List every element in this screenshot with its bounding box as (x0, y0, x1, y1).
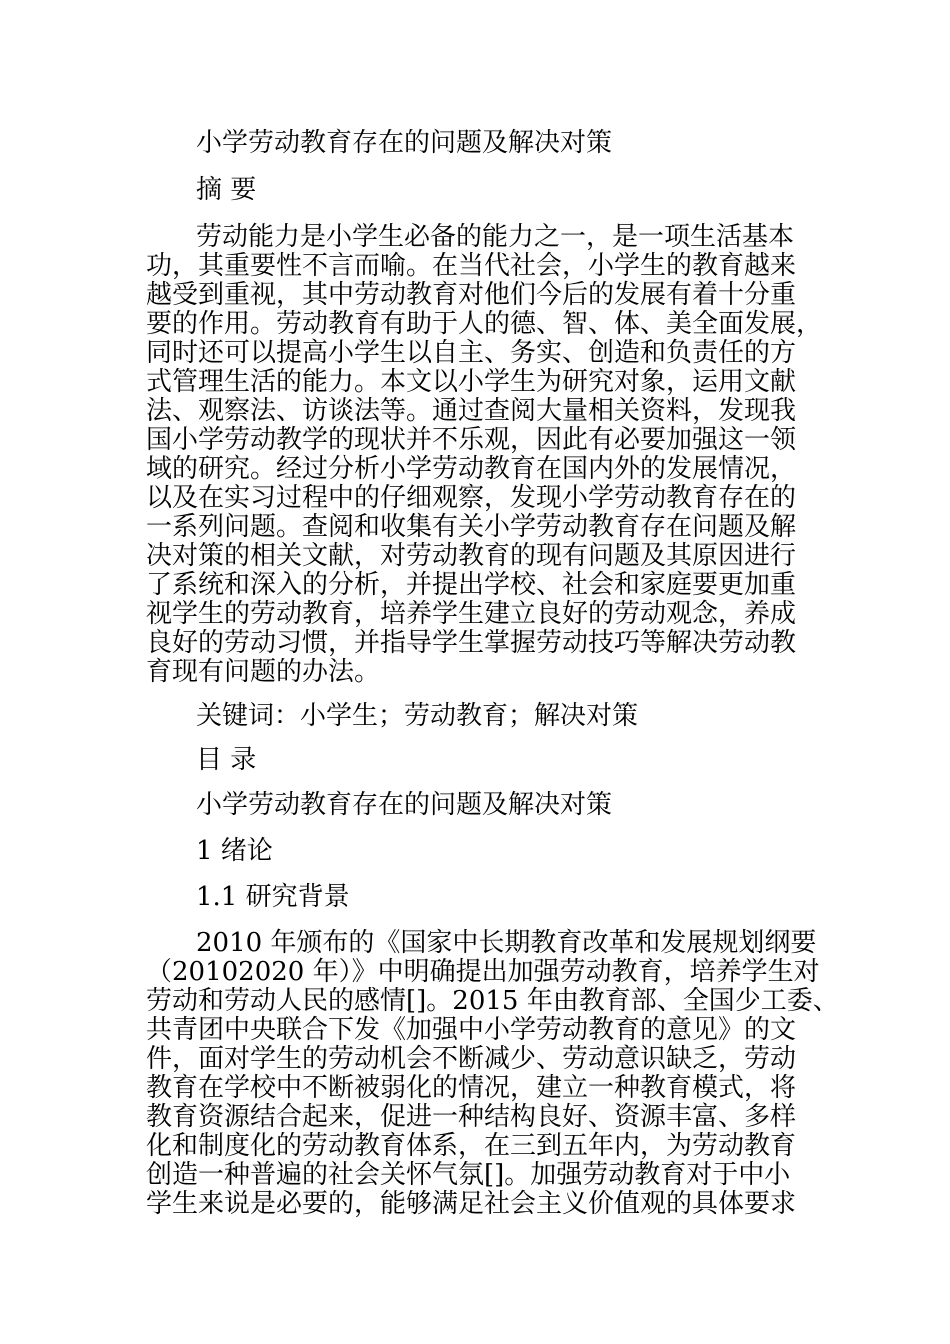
paragraph-line: 功，其重要性不言而喻。在当代社会，小学生的教育越来 (146, 251, 797, 281)
paragraph-line: 一系列问题。查阅和收集有关小学劳动教育存在问题及解 (146, 512, 797, 542)
paragraph-line: 域的研究。经过分析小学劳动教育在国内外的发展情况， (146, 454, 797, 484)
section-heading-1: 1 绪论 (196, 836, 273, 866)
toc-heading: 目 录 (196, 745, 257, 775)
paragraph-line: 视学生的劳动教育，培养学生建立良好的劳动观念，养成 (146, 599, 797, 629)
paragraph-line: （20102020 年）》中明确提出加强劳动教育，培养学生对 (146, 957, 820, 987)
paragraph-line: 决对策的相关文献，对劳动教育的现有问题及其原因进行 (146, 541, 797, 571)
toc-title: 小学劳动教育存在的问题及解决对策 (196, 790, 613, 820)
paragraph-line: 教育在学校中不断被弱化的情况，建立一种教育模式，将 (146, 1073, 797, 1103)
paragraph-line: 化和制度化的劳动教育体系，在三到五年内，为劳动教育 (146, 1131, 797, 1161)
paragraph-line: 法、观察法、访谈法等。通过查阅大量相关资料，发现我 (146, 396, 797, 426)
paragraph-line: 教育资源结合起来，促进一种结构良好、资源丰富、多样 (146, 1102, 797, 1132)
paragraph-line: 国小学劳动教学的现状并不乐观，因此有必要加强这一领 (146, 425, 797, 455)
section-heading-1-1: 1.1 研究背景 (196, 882, 350, 912)
paragraph-line: 共青团中央联合下发《加强中小学劳动教育的意见》的文 (146, 1015, 797, 1045)
paragraph-line: 2010 年颁布的《国家中长期教育改革和发展规划纲要 (196, 928, 817, 958)
paragraph-line: 创造一种普遍的社会关怀气氛[]。加强劳动教育对于中小 (146, 1160, 791, 1190)
paragraph-line: 学生来说是必要的，能够满足社会主义价值观的具体要求 (146, 1189, 797, 1219)
paragraph-line: 同时还可以提高小学生以自主、务实、创造和负责任的方 (146, 338, 797, 368)
paragraph-line: 劳动和劳动人民的感情[]。2015 年由教育部、全国少工委、 (146, 986, 839, 1016)
abstract-heading: 摘 要 (196, 175, 257, 205)
paragraph-line: 要的作用。劳动教育有助于人的德、智、体、美全面发展， (146, 309, 823, 339)
paragraph-line: 劳动能力是小学生必备的能力之一，是一项生活基本 (196, 222, 795, 252)
paragraph-line: 件，面对学生的劳动机会不断减少、劳动意识缺乏，劳动 (146, 1044, 797, 1074)
keywords: 关键词：小学生；劳动教育；解决对策 (196, 701, 639, 731)
paragraph-line: 越受到重视，其中劳动教育对他们今后的发展有着十分重 (146, 280, 797, 310)
paragraph-line: 式管理生活的能力。本文以小学生为研究对象，运用文献 (146, 367, 797, 397)
paragraph-line: 良好的劳动习惯，并指导学生掌握劳动技巧等解决劳动教 (146, 628, 797, 658)
document-title: 小学劳动教育存在的问题及解决对策 (196, 128, 613, 158)
paragraph-line: 育现有问题的办法。 (146, 657, 381, 687)
paragraph-line: 以及在实习过程中的仔细观察，发现小学劳动教育存在的 (146, 483, 797, 513)
paragraph-line: 了系统和深入的分析，并提出学校、社会和家庭要更加重 (146, 570, 797, 600)
